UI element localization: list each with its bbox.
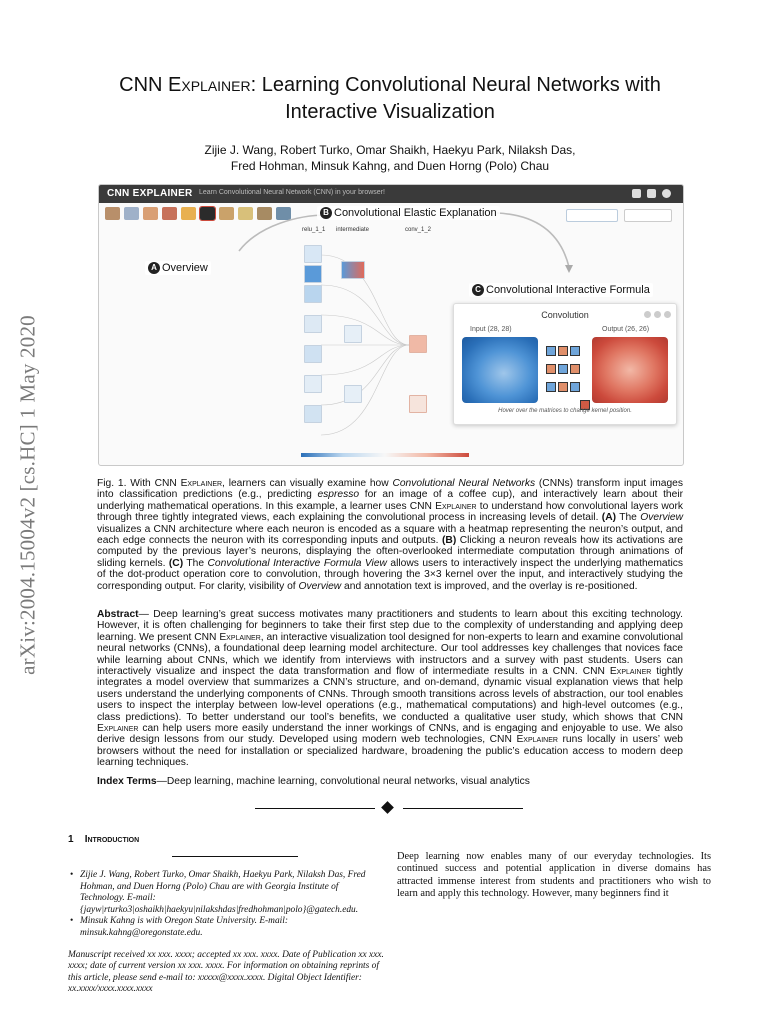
intermediate-neuron [344,325,362,343]
input-cell [546,346,556,356]
caption-emphasis: espresso [317,489,360,501]
index-terms-label: Index Terms [97,776,157,787]
app-tagline: Learn Convolutional Neural Network (CNN) in your browser! [199,189,385,196]
footnotes [68,870,384,996]
bullet-icon: • [70,870,74,880]
output-neuron [409,335,427,353]
caption-text: to understand how convolutional layers work through three tightly integrated views, each explaining the convolutional process in increasing levels of detail. [97,500,684,524]
intro-paragraph: Deep learning now enables many of our everyday technologies. Its continued success and potential application in diverse domains has attracted immense interest from students and practitioners who wish to learn and apply this technology. However, many beginners find it [397,851,711,900]
abstract-text: , an interactive visualization tool designed for non-experts to learn and examine convolutional neural networks (CNNs), a foundational deep learning model architecture. Our tool addresses key challenges that novices face while learning about CNNs, which we identify from interviews with instructors and a survey with past students. Users can interactively visualize and inspect the data transformation and flow of intermediate results in a CNN. CNN [97,631,684,678]
figure-label: Fig. 1. [97,478,127,489]
neuron-2-selected [304,265,322,283]
abstract [97,609,683,769]
neuron-7 [304,405,322,423]
column-head-intermediate: intermediate [336,227,370,233]
manuscript-info [68,950,384,996]
footnote-rule [172,856,298,857]
intermediate-neuron [344,385,362,403]
index-terms-text: —Deep learning, machine learning, convolutional neural networks, visual analytics [156,776,530,787]
title-tool-name: CNN Explainer [119,74,251,96]
divider-diamond-icon [381,801,394,814]
output-size-label: Output (26, 26) [602,326,650,333]
title-part-2: Interactive Visualization [285,101,495,123]
column-head-conv: conv_1_2 [405,227,432,233]
authors-line-1: Zijie J. Wang, Robert Turko, Omar Shaikh, Haekyu Park, Nilaksh Das, [204,143,576,157]
caption-emphasis: Convolutional Interactive Formula View [207,557,387,569]
input-cell [570,346,580,356]
app-name: CNN EXPLAINER [107,188,193,199]
caption-view-c: (C) [168,557,184,569]
interactive-formula-callout [469,283,653,297]
section-number: 1 [68,834,74,845]
caption-text: (CNNs) transform input images into classification predictions (e.g., predicting [97,478,684,501]
input-cell [558,364,568,374]
abstract-text: runs locally in users’ web browsers without the need for installation or specialized hardware, broadening the public’s education access to modern deep learning techniques. [97,734,683,769]
convolution-formula-panel [453,303,677,425]
index-terms [97,776,683,788]
caption-view-a: (A) [601,512,617,524]
bullet-icon: • [70,916,74,927]
kernel-cell [558,382,568,392]
caption-emphasis: Overview [298,580,342,592]
kernel-cell [570,364,580,374]
badge-b: B [320,207,332,219]
caption-view-b: (B) [442,535,457,547]
caption-text: allows users to interactively inspect the underlying mathematics of the dot-product operation core to convolution, through hovering the 3×3 kernel over the input, and interactively studying the corresponding output. For clarity, visibility of [97,557,683,592]
caption-text: , learners can visually examine how [222,478,393,489]
kernel-cell [558,346,568,356]
caption-text: With CNN [126,478,181,489]
elastic-explanation-label: Convolutional Elastic Explanation [334,207,497,219]
abstract-text: can help users more easily understand the inner workings of CNNs, and is engaging and enjoyable to use. We also derive design lessons from our study. Developed using modern web technologies, CNN [97,723,683,746]
abstract-text: — Deep learning’s great success motivates many practitioners and students to learn about this exciting technology. However, it is often challenging for beginners to take their first step due to the complexity of understanding and applying deep learning. We present CNN [97,609,683,643]
input-size-label: Input (28, 28) [470,326,512,333]
caption-text: The [616,512,641,524]
tool-name: Explainer [435,500,477,512]
author-list [120,143,660,174]
badge-a: A [148,262,160,274]
tool-name: Explainer [97,723,139,735]
authors-line-2: Fred Hohman, Minsuk Kahng, and Duen Horng (Polo) Chau [230,158,550,173]
output-neuron [409,395,427,413]
caption-text: The [183,557,208,569]
arxiv-sidebar [8,270,48,720]
elastic-explanation-callout [317,206,500,220]
input-cell [546,382,556,392]
input-cell [570,382,580,392]
neuron-3 [304,285,322,303]
overview-callout [145,261,211,275]
arxiv-identifier: arXiv:2004.15004v2 [cs.HC] 1 May 2020 [15,315,40,675]
teaser-figure [98,184,684,466]
caption-emphasis: Convolutional Neural Networks [392,478,536,489]
neuron-4 [304,315,322,333]
kernel-preview [341,261,365,279]
column-head-relu: relu_1_1 [302,227,326,233]
divider-line-left [255,808,375,809]
neuron-1 [304,245,322,263]
caption-text: and annotation text is improved, and the overlay is re-positioned. [341,580,638,592]
caption-text: for an image of a coffee cup), and interactively learn about their underlying mathematical operations. In this example, a learner uses CNN [97,489,684,512]
caption-emphasis: Overview [640,512,683,524]
section-divider [255,801,523,815]
output-heatmap [592,337,668,403]
tool-name: Explainer [219,631,261,643]
section-title: Introduction [84,834,140,845]
section-heading [68,834,139,845]
introduction-body [397,851,711,901]
paper-title [70,72,710,126]
neuron-6 [304,375,322,393]
color-legend [301,453,469,457]
panel-title: Convolution [541,310,589,320]
badge-c: C [472,284,484,296]
divider-line-right [403,808,523,809]
figure-caption [97,478,683,592]
kernel-cell [546,364,556,374]
panel-hint: Hover over the matrices to change kernel position. [498,408,632,414]
tool-name: Explainer [516,734,558,746]
tool-name: Explainer [609,666,652,678]
footnote-affiliation [68,870,384,916]
footnote-affiliation [68,916,384,939]
title-part-1: : Learning Convolutional Neural Networks with [250,74,661,96]
caption-text: visualizes a CNN architecture where each neuron is encoded as a square with a heatmap representing the neuron’s output, and each edge connects the neuron with its corresponding inputs and outputs. [97,523,683,547]
input-heatmap [462,337,538,403]
overview-callout-label: Overview [162,262,208,274]
abstract-label: Abstract [97,609,139,620]
caption-text: Clicking a neuron reveals how its activations are computed by the previous layer’s neurons, displaying the often-overlooked intermediate computation through animations of sliding kernels. [97,535,684,569]
footnote-text: Minsuk Kahng is with Oregon State University. E-mail: minsuk.kahng@oregonstate.edu. [80,916,288,938]
tool-name: Explainer [180,478,223,489]
neuron-5 [304,345,322,363]
interactive-formula-label: Convolutional Interactive Formula [486,284,650,296]
manuscript-text: Manuscript received xx xxx. xxxx; accepted xx xxx. xxxx. Date of Publication xx xxx. xxxx; date of current version xx xxx. xxxx. For information on obtaining reprints of this article, please send e-mail to: xxxxx@xxxx.xxxx. Digital Object Identifier: xx.xxxx/xxxx.xxxx.xxxx [68,949,384,995]
abstract-text: tightly integrates a model overview that summarizes a CNN’s structure, and on-demand, dynamic visual explanation views that help users understand the underlying components of CNNs. Through smooth transitions across levels of abstraction, our tool enables users to inspect the interplay between low-level operations (e.g., mathematical computations) and high-level outcomes (e.g., class predictions). To better understand our tool’s benefits, we conducted a qualitative user study, which shows that CNN [97,666,683,723]
footnote-text: Zijie J. Wang, Robert Turko, Omar Shaikh, Haekyu Park, Nilaksh Das, Fred Hohman, and Duen Horng (Polo) Chau are with Georgia Institute of Technology. E-mail: {jayw|rturko3|oshaikh|haekyu|nilakshdas|fredhohman|polo}@gatech.edu. [80,870,366,915]
